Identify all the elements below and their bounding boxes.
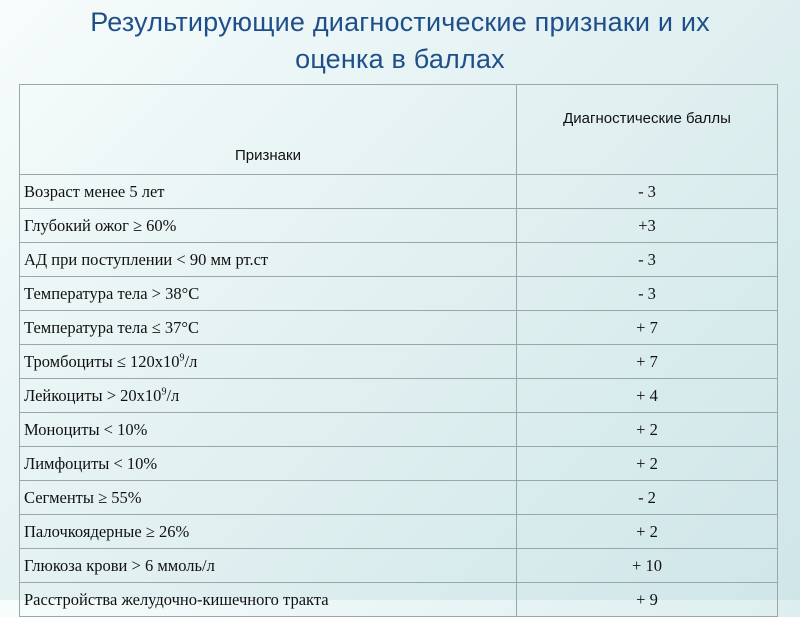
slide-title-line-1: Результирующие диагностические признаки и их	[90, 7, 710, 37]
sign-unit-suffix: /л	[184, 352, 198, 371]
sign-cell	[20, 311, 517, 345]
sign-cell	[20, 413, 517, 447]
table-row	[20, 209, 778, 243]
sign-cell	[20, 447, 517, 481]
sign-text: Глубокий ожог ≥ 60%	[24, 216, 177, 235]
table-row	[20, 345, 778, 379]
table-row	[20, 549, 778, 583]
score-cell: +3	[517, 209, 778, 243]
sign-text: Температура тела > 38°С	[24, 284, 200, 303]
score-cell: - 2	[517, 481, 778, 515]
sign-exponent: 9	[179, 352, 185, 364]
sign-text: АД при поступлении < 90 мм рт.ст	[24, 250, 269, 269]
sign-cell	[20, 345, 517, 379]
score-cell: - 3	[517, 243, 778, 277]
sign-cell	[20, 243, 517, 277]
header-signs: Признаки	[20, 85, 517, 175]
sign-text: Расстройства желудочно-кишечного тракта	[24, 590, 329, 609]
sign-cell	[20, 209, 517, 243]
sign-cell	[20, 481, 517, 515]
score-cell: + 7	[517, 345, 778, 379]
table-row	[20, 379, 778, 413]
table-row	[20, 481, 778, 515]
sign-cell	[20, 277, 517, 311]
sign-cell	[20, 379, 517, 413]
score-cell: + 2	[517, 515, 778, 549]
score-cell: - 3	[517, 175, 778, 209]
score-cell: + 2	[517, 447, 778, 481]
sign-text: Сегменты ≥ 55%	[24, 488, 142, 507]
sign-cell	[20, 515, 517, 549]
sign-unit-suffix: /л	[166, 386, 180, 405]
table-body	[20, 175, 778, 617]
table-row	[20, 447, 778, 481]
header-diagnostic-score: Диагностические баллы	[517, 85, 778, 175]
score-cell: + 7	[517, 311, 778, 345]
table-row	[20, 277, 778, 311]
sign-text: Палочкоядерные ≥ 26%	[24, 522, 190, 541]
score-cell: + 10	[517, 549, 778, 583]
sign-text: Лимфоциты < 10%	[24, 454, 158, 473]
table-row	[20, 175, 778, 209]
table-header-row	[20, 85, 778, 175]
slide-title-line-2: оценка в баллах	[295, 44, 505, 74]
diagnostic-signs-table	[19, 84, 778, 617]
table-row	[20, 413, 778, 447]
score-cell: + 9	[517, 583, 778, 617]
sign-cell	[20, 175, 517, 209]
sign-text: Моноциты < 10%	[24, 420, 148, 439]
sign-text: Температура тела ≤ 37°С	[24, 318, 199, 337]
score-cell: + 2	[517, 413, 778, 447]
sign-text: Возраст менее 5 лет	[24, 182, 165, 201]
score-cell: - 3	[517, 277, 778, 311]
sign-text: Тромбоциты ≤ 120х10	[24, 352, 180, 371]
slide-title	[0, 4, 800, 78]
sign-exponent: 9	[161, 386, 167, 398]
table-row	[20, 243, 778, 277]
sign-text: Лейкоциты > 20х10	[24, 386, 162, 405]
sign-cell	[20, 549, 517, 583]
table-row	[20, 311, 778, 345]
score-cell: + 4	[517, 379, 778, 413]
sign-text: Глюкоза крови > 6 ммоль/л	[24, 556, 215, 575]
table-row	[20, 515, 778, 549]
